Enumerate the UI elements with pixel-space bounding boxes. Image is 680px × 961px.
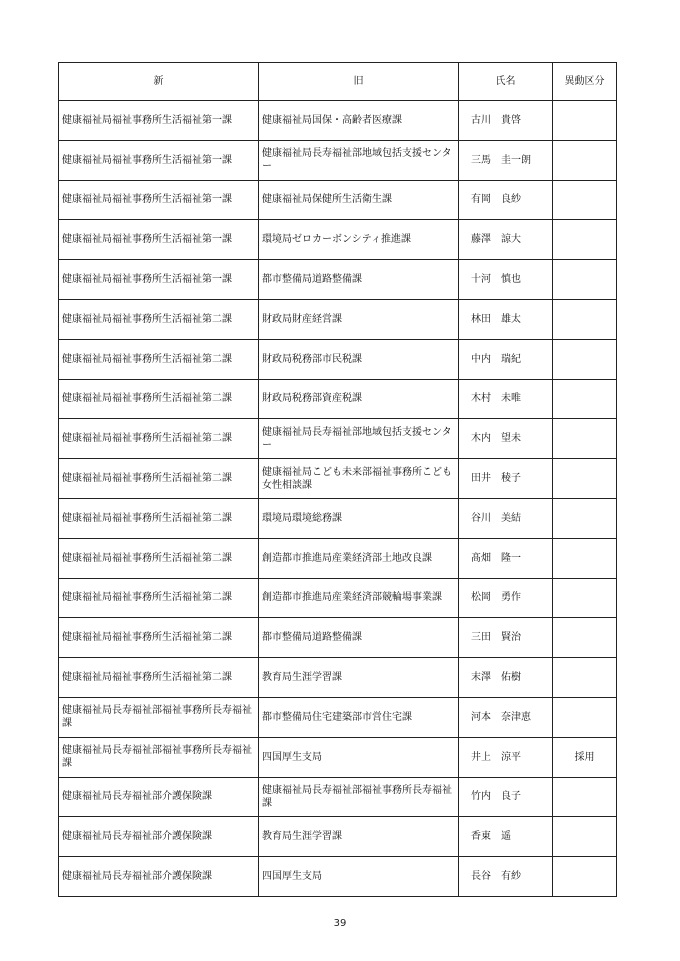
cell-transfer-type (553, 658, 617, 698)
cell-person-name: 谷川 美結 (459, 498, 553, 538)
cell-person-name: 末澤 佑樹 (459, 658, 553, 698)
cell-person-name: 井上 涼平 (459, 737, 553, 777)
cell-old-department: 健康福祉局国保・高齢者医療課 (259, 101, 459, 141)
cell-old-department: 都市整備局道路整備課 (259, 260, 459, 300)
cell-person-name: 林田 雄太 (459, 299, 553, 339)
cell-old-department: 財政局税務部資産税課 (259, 379, 459, 419)
cell-person-name: 藤澤 諒大 (459, 220, 553, 260)
cell-old-department: 財政局財産経営課 (259, 299, 459, 339)
cell-old-department: 健康福祉局こども未来部福祉事務所こども女性相談課 (259, 459, 459, 499)
cell-person-name: 中内 瑞紀 (459, 339, 553, 379)
header-new: 新 (59, 63, 259, 101)
cell-old-department: 都市整備局住宅建築部市営住宅課 (259, 697, 459, 737)
cell-transfer-type (553, 817, 617, 857)
table-header-row (59, 63, 617, 101)
table-row (59, 538, 617, 578)
cell-person-name: 木村 未唯 (459, 379, 553, 419)
cell-person-name: 髙畑 隆一 (459, 538, 553, 578)
cell-transfer-type (553, 459, 617, 499)
table-row (59, 339, 617, 379)
table-row (59, 817, 617, 857)
header-old: 旧 (259, 63, 459, 101)
cell-new-department: 健康福祉局長寿福祉部福祉事務所長寿福祉課 (59, 697, 259, 737)
header-transfer-type: 異動区分 (553, 63, 617, 101)
cell-transfer-type (553, 220, 617, 260)
cell-old-department: 教育局生涯学習課 (259, 658, 459, 698)
cell-old-department: 創造都市推進局産業経済部競輪場事業課 (259, 578, 459, 618)
table-row (59, 140, 617, 180)
table-row (59, 498, 617, 538)
cell-transfer-type: 採用 (553, 737, 617, 777)
table-row (59, 101, 617, 141)
cell-transfer-type (553, 578, 617, 618)
cell-new-department: 健康福祉局福祉事務所生活福祉第二課 (59, 299, 259, 339)
cell-new-department: 健康福祉局長寿福祉部介護保険課 (59, 857, 259, 897)
cell-new-department: 健康福祉局福祉事務所生活福祉第二課 (59, 658, 259, 698)
cell-new-department: 健康福祉局長寿福祉部介護保険課 (59, 777, 259, 817)
cell-new-department: 健康福祉局福祉事務所生活福祉第二課 (59, 459, 259, 499)
cell-new-department: 健康福祉局福祉事務所生活福祉第二課 (59, 498, 259, 538)
cell-old-department: 創造都市推進局産業経済部土地改良課 (259, 538, 459, 578)
cell-old-department: 健康福祉局長寿福祉部地域包括支援センター (259, 419, 459, 459)
cell-transfer-type (553, 339, 617, 379)
table-row (59, 379, 617, 419)
cell-old-department: 環境局環境総務課 (259, 498, 459, 538)
cell-transfer-type (553, 180, 617, 220)
cell-transfer-type (553, 140, 617, 180)
cell-person-name: 三馬 圭一朗 (459, 140, 553, 180)
table-row (59, 857, 617, 897)
cell-transfer-type (553, 857, 617, 897)
cell-person-name: 古川 貴啓 (459, 101, 553, 141)
cell-person-name: 香東 遥 (459, 817, 553, 857)
cell-old-department: 環境局ゼロカーボンシティ推進課 (259, 220, 459, 260)
page-number: 39 (333, 918, 347, 929)
table-row (59, 180, 617, 220)
cell-person-name: 長谷 有紗 (459, 857, 553, 897)
cell-old-department: 四国厚生支局 (259, 857, 459, 897)
cell-transfer-type (553, 697, 617, 737)
cell-transfer-type (553, 101, 617, 141)
cell-new-department: 健康福祉局福祉事務所生活福祉第一課 (59, 140, 259, 180)
cell-new-department: 健康福祉局福祉事務所生活福祉第一課 (59, 180, 259, 220)
cell-old-department: 健康福祉局保健所生活衛生課 (259, 180, 459, 220)
cell-old-department: 四国厚生支局 (259, 737, 459, 777)
cell-person-name: 田井 稜子 (459, 459, 553, 499)
cell-new-department: 健康福祉局福祉事務所生活福祉第二課 (59, 538, 259, 578)
cell-new-department: 健康福祉局長寿福祉部福祉事務所長寿福祉課 (59, 737, 259, 777)
cell-new-department: 健康福祉局福祉事務所生活福祉第二課 (59, 419, 259, 459)
cell-new-department: 健康福祉局福祉事務所生活福祉第一課 (59, 101, 259, 141)
cell-new-department: 健康福祉局福祉事務所生活福祉第二課 (59, 578, 259, 618)
cell-person-name: 松岡 勇作 (459, 578, 553, 618)
cell-new-department: 健康福祉局福祉事務所生活福祉第一課 (59, 260, 259, 300)
cell-new-department: 健康福祉局福祉事務所生活福祉第一課 (59, 220, 259, 260)
table-row (59, 299, 617, 339)
cell-old-department: 都市整備局道路整備課 (259, 618, 459, 658)
cell-old-department: 健康福祉局長寿福祉部地域包括支援センター (259, 140, 459, 180)
header-name: 氏名 (459, 63, 553, 101)
cell-person-name: 有岡 良紗 (459, 180, 553, 220)
cell-person-name: 三田 賢治 (459, 618, 553, 658)
table-row (59, 459, 617, 499)
table-body (59, 101, 617, 897)
table-row (59, 618, 617, 658)
table-row (59, 578, 617, 618)
table-row (59, 419, 617, 459)
cell-new-department: 健康福祉局福祉事務所生活福祉第二課 (59, 339, 259, 379)
table-row (59, 777, 617, 817)
table-row (59, 658, 617, 698)
table-row (59, 260, 617, 300)
cell-transfer-type (553, 379, 617, 419)
cell-person-name: 河本 奈津恵 (459, 697, 553, 737)
cell-transfer-type (553, 498, 617, 538)
cell-person-name: 十河 慎也 (459, 260, 553, 300)
table-row (59, 220, 617, 260)
cell-old-department: 財政局税務部市民税課 (259, 339, 459, 379)
cell-transfer-type (553, 299, 617, 339)
cell-transfer-type (553, 618, 617, 658)
cell-transfer-type (553, 260, 617, 300)
cell-transfer-type (553, 777, 617, 817)
cell-transfer-type (553, 538, 617, 578)
table-row (59, 697, 617, 737)
cell-new-department: 健康福祉局福祉事務所生活福祉第二課 (59, 618, 259, 658)
table-row (59, 737, 617, 777)
cell-new-department: 健康福祉局福祉事務所生活福祉第二課 (59, 379, 259, 419)
cell-old-department: 教育局生涯学習課 (259, 817, 459, 857)
cell-old-department: 健康福祉局長寿福祉部福祉事務所長寿福祉課 (259, 777, 459, 817)
personnel-transfer-table (58, 62, 617, 897)
cell-person-name: 竹内 良子 (459, 777, 553, 817)
cell-transfer-type (553, 419, 617, 459)
cell-person-name: 木内 望未 (459, 419, 553, 459)
cell-new-department: 健康福祉局長寿福祉部介護保険課 (59, 817, 259, 857)
